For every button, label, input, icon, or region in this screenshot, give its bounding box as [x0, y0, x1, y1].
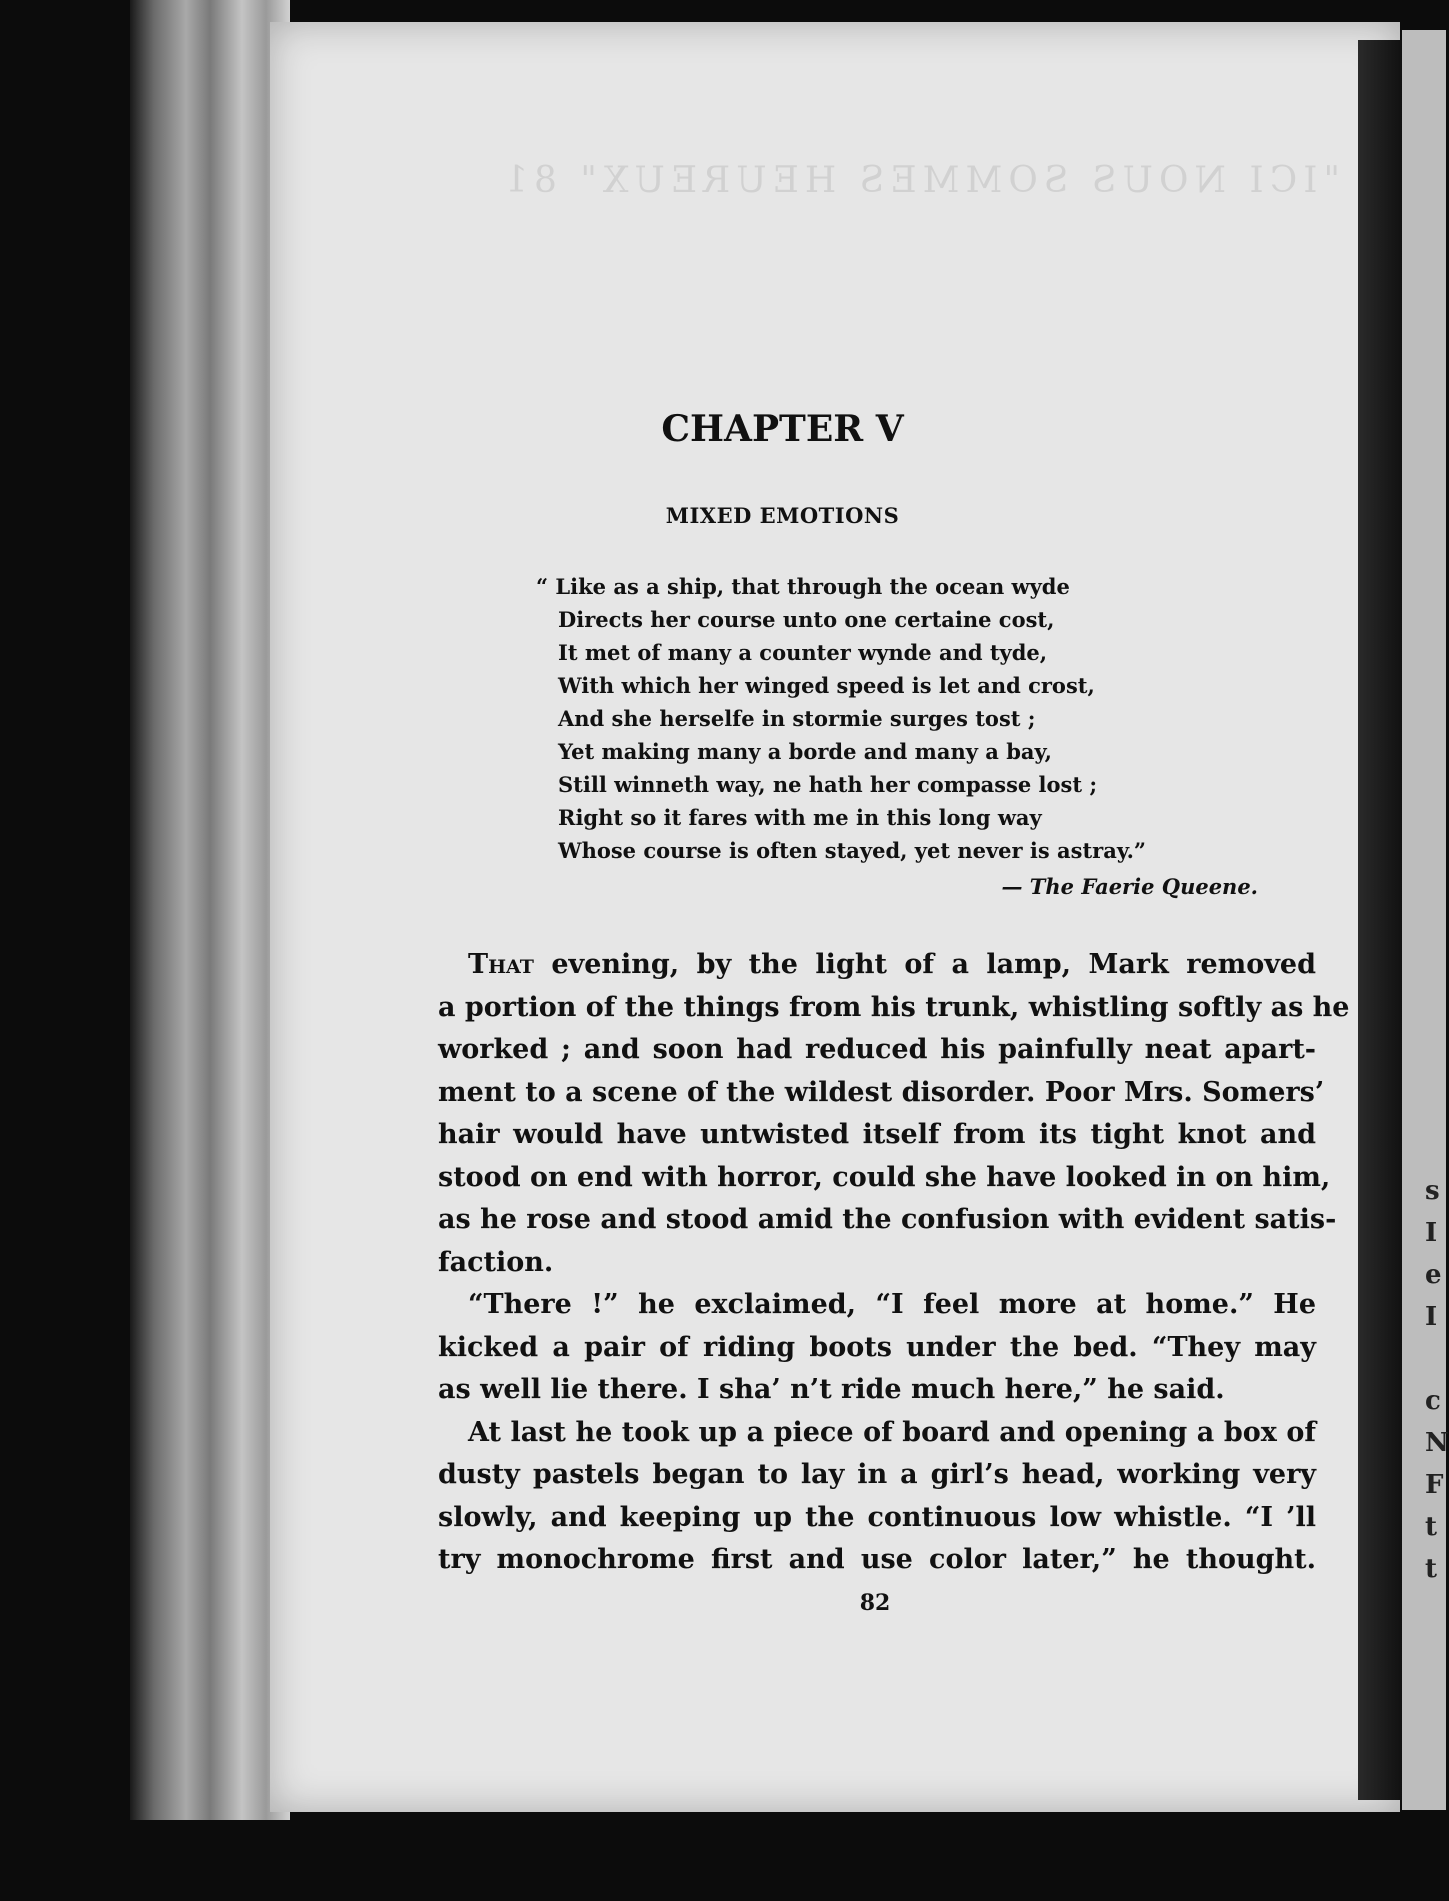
body-line: kicked a pair of riding boots under the bed. “They may: [438, 1331, 1316, 1363]
page-number: 82: [859, 1590, 891, 1616]
body-line: hair would have untwisted itself from its tight knot and: [438, 1119, 1316, 1150]
facing-letter: e: [1425, 1260, 1442, 1290]
drop-word: That: [468, 949, 534, 980]
facing-letter: t: [1425, 1512, 1438, 1542]
epigraph-attribution: — The Faerie Queene.: [1001, 874, 1258, 899]
body-line: At last he took up a piece of board and opening a box of: [468, 1416, 1316, 1448]
facing-page-letters: [1425, 1170, 1449, 1590]
facing-letter: s: [1425, 1176, 1440, 1206]
epigraph-line: It met of many a counter wynde and tyde,: [558, 640, 1048, 665]
body-line: slowly, and keeping up the continuous low whistle. “I ’ll: [438, 1501, 1316, 1533]
chapter-title: CHAPTER V: [661, 408, 904, 450]
facing-letter: [1425, 1338, 1445, 1380]
facing-letter: I: [1425, 1302, 1438, 1332]
facing-letter: t: [1425, 1554, 1438, 1584]
body-line: worked ; and soon had reduced his painfully neat apart-: [438, 1034, 1316, 1065]
epigraph-line: Yet making many a borde and many a bay,: [558, 739, 1052, 764]
epigraph-line: And she herselfe in stormie surges tost ;: [558, 706, 1036, 731]
body-line: a portion of the things from his trunk, whistling softly as he: [438, 991, 1350, 1023]
body-line: ment to a scene of the wildest disorder. Poor Mrs. Somers’: [438, 1076, 1325, 1108]
chapter-subtitle: MIXED EMOTIONS: [665, 503, 900, 528]
facing-letter: N: [1425, 1428, 1449, 1458]
epigraph-line: Still winneth way, ne hath her compasse lost ;: [558, 772, 1098, 797]
body-line-text: evening, by the light of a lamp, Mark removed: [533, 949, 1316, 980]
epigraph-line: Right so it fares with me in this long way: [558, 805, 1042, 830]
body-line: “There !” he exclaimed, “I feel more at home.” He: [468, 1289, 1316, 1320]
show-through-header: "ICI NOUS SOMMES HEUREUX" 81: [499, 160, 1340, 201]
body-text: [438, 944, 1350, 1582]
epigraph-line: Directs her course unto one certaine cost,: [558, 607, 1055, 632]
body-line: [438, 944, 1316, 987]
facing-letter: c: [1425, 1386, 1441, 1416]
epigraph: [536, 570, 1158, 867]
body-line: try monochrome first and use color later,” he thought.: [438, 1544, 1316, 1575]
facing-letter: F: [1425, 1470, 1444, 1500]
body-line: dusty pastels began to lay in a girl’s head, working very: [438, 1459, 1316, 1490]
epigraph-line: With which her winged speed is let and crost,: [558, 673, 1095, 698]
body-line: as he rose and stood amid the confusion with evident satis-: [438, 1204, 1337, 1235]
body-line: stood on end with horror, could she have looked in on him,: [438, 1161, 1331, 1193]
body-line: as well lie there. I sha’ n’t ride much here,” he said.: [438, 1374, 1225, 1405]
facing-letter: I: [1425, 1218, 1438, 1248]
epigraph-line: “ Like as a ship, that through the ocean wyde: [536, 574, 1070, 599]
body-line: faction.: [438, 1246, 554, 1278]
epigraph-line: Whose course is often stayed, yet never is astray.”: [558, 838, 1146, 863]
